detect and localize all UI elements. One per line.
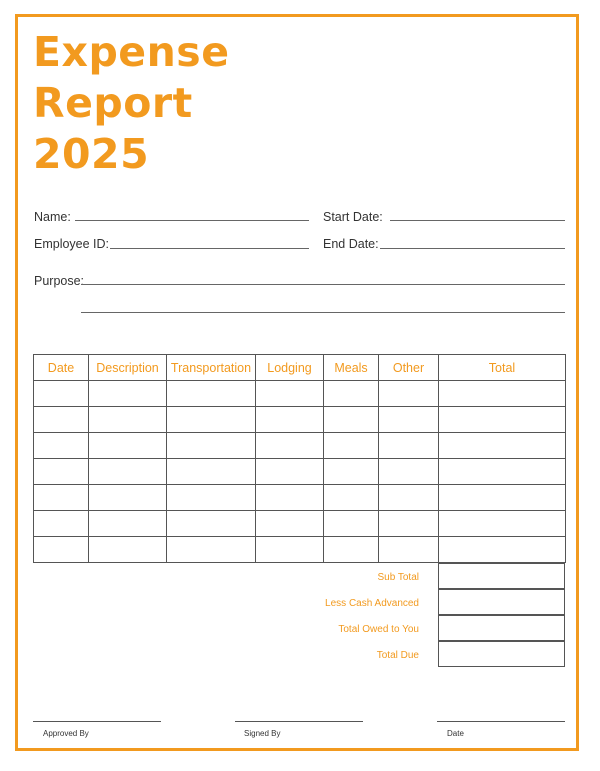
table-cell[interactable] <box>379 485 439 511</box>
table-cell[interactable] <box>324 381 379 407</box>
table-cell[interactable] <box>439 485 566 511</box>
table-cell[interactable] <box>439 459 566 485</box>
expense-table <box>33 354 566 563</box>
table-cell[interactable] <box>89 381 167 407</box>
table-cell[interactable] <box>379 381 439 407</box>
column-header-date: Date <box>34 355 89 381</box>
name-label: Name: <box>34 210 71 224</box>
table-cell[interactable] <box>34 459 89 485</box>
table-cell[interactable] <box>89 407 167 433</box>
table-cell[interactable] <box>379 511 439 537</box>
table-cell[interactable] <box>379 433 439 459</box>
column-header-meals: Meals <box>324 355 379 381</box>
table-cell[interactable] <box>167 537 256 563</box>
name-field[interactable] <box>75 220 309 221</box>
table-cell[interactable] <box>256 433 324 459</box>
column-header-total: Total <box>439 355 566 381</box>
column-header-lodging: Lodging <box>256 355 324 381</box>
signed-by-label: Signed By <box>244 729 281 738</box>
table-cell[interactable] <box>89 459 167 485</box>
sub-total-field[interactable] <box>438 563 565 589</box>
purpose-label: Purpose: <box>34 274 85 288</box>
date-signature-line[interactable] <box>437 721 565 722</box>
table-cell[interactable] <box>324 459 379 485</box>
column-header-transportation: Transportation <box>167 355 256 381</box>
approved-by-label: Approved By <box>43 729 89 738</box>
purpose-field[interactable] <box>81 284 565 285</box>
table-row <box>34 537 566 563</box>
table-cell[interactable] <box>324 485 379 511</box>
table-cell[interactable] <box>256 537 324 563</box>
employee-id-field[interactable] <box>110 248 309 249</box>
table-cell[interactable] <box>439 381 566 407</box>
total-due-label: Total Due <box>376 650 419 661</box>
table-row <box>34 381 566 407</box>
total-owed-label: Total Owed to You <box>338 624 419 635</box>
table-cell[interactable] <box>379 407 439 433</box>
page-title <box>33 27 230 180</box>
table-cell[interactable] <box>167 381 256 407</box>
approved-by-line[interactable] <box>33 721 161 722</box>
table-cell[interactable] <box>89 511 167 537</box>
purpose-field-line-2[interactable] <box>81 312 565 313</box>
column-header-other: Other <box>379 355 439 381</box>
table-cell[interactable] <box>34 485 89 511</box>
sub-total-label: Sub Total <box>377 572 419 583</box>
table-cell[interactable] <box>34 381 89 407</box>
title-line-2: Report <box>33 79 193 127</box>
table-cell[interactable] <box>34 407 89 433</box>
table-cell[interactable] <box>439 433 566 459</box>
table-header-row <box>34 355 566 381</box>
table-cell[interactable] <box>89 485 167 511</box>
less-cash-advanced-label: Less Cash Advanced <box>325 598 419 609</box>
date-signature-label: Date <box>447 729 464 738</box>
table-row <box>34 407 566 433</box>
end-date-label: End Date: <box>323 237 379 251</box>
title-line-3: 2025 <box>33 130 150 178</box>
table-cell[interactable] <box>379 537 439 563</box>
table-cell[interactable] <box>167 459 256 485</box>
table-cell[interactable] <box>167 485 256 511</box>
table-cell[interactable] <box>256 485 324 511</box>
table-cell[interactable] <box>34 511 89 537</box>
table-cell[interactable] <box>34 537 89 563</box>
table-cell[interactable] <box>167 511 256 537</box>
total-due-field[interactable] <box>438 641 565 667</box>
table-row <box>34 459 566 485</box>
table-cell[interactable] <box>89 537 167 563</box>
table-cell[interactable] <box>324 537 379 563</box>
table-cell[interactable] <box>256 511 324 537</box>
table-cell[interactable] <box>324 433 379 459</box>
title-line-1: Expense <box>33 28 230 76</box>
table-cell[interactable] <box>324 407 379 433</box>
column-header-description: Description <box>89 355 167 381</box>
employee-id-label: Employee ID: <box>34 237 110 251</box>
start-date-field[interactable] <box>390 220 565 221</box>
table-row <box>34 485 566 511</box>
signed-by-line[interactable] <box>235 721 363 722</box>
table-cell[interactable] <box>439 537 566 563</box>
table-cell[interactable] <box>256 381 324 407</box>
table-cell[interactable] <box>439 407 566 433</box>
table-cell[interactable] <box>379 459 439 485</box>
table-cell[interactable] <box>256 459 324 485</box>
table-cell[interactable] <box>256 407 324 433</box>
total-owed-field[interactable] <box>438 615 565 641</box>
table-cell[interactable] <box>167 433 256 459</box>
table-cell[interactable] <box>167 407 256 433</box>
less-cash-advanced-field[interactable] <box>438 589 565 615</box>
end-date-field[interactable] <box>380 248 565 249</box>
table-row <box>34 433 566 459</box>
start-date-label: Start Date: <box>323 210 383 224</box>
table-cell[interactable] <box>34 433 89 459</box>
table-row <box>34 511 566 537</box>
table-cell[interactable] <box>324 511 379 537</box>
table-cell[interactable] <box>439 511 566 537</box>
table-cell[interactable] <box>89 433 167 459</box>
